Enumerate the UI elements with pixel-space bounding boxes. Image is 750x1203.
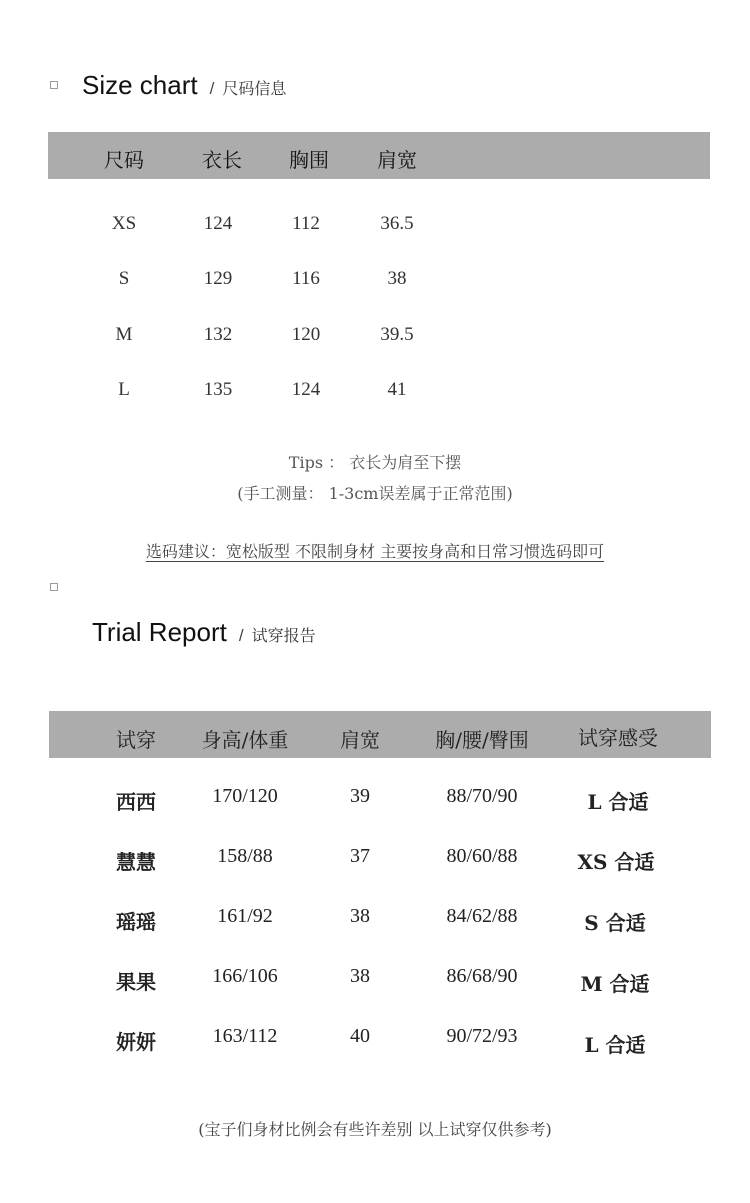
title-separator: / [209, 79, 215, 98]
shoulder-cell: 38 [387, 268, 407, 289]
header-size: 尺码 [104, 148, 144, 172]
header-tester: 试穿 [116, 728, 156, 752]
bust-waist-hip-cell: 90/72/93 [446, 1025, 518, 1047]
shoulder-cell: 38 [350, 965, 370, 987]
trial-footnote: (宝子们身材比例会有些许差别 以上试穿仅供参考) [198, 1120, 552, 1139]
height-weight-cell: 170/120 [212, 785, 278, 807]
header-bust-waist-hip: 胸/腰/臀围 [435, 728, 529, 752]
size-cell: L [118, 379, 130, 400]
size-suggestion: 选码建议：宽松版型 不限制身材 主要按身高和日常习惯选码即可 [145, 542, 605, 561]
chest-cell: 116 [292, 268, 320, 289]
trial-report-title-en: Trial Report [92, 617, 227, 647]
chest-cell: 124 [291, 379, 321, 400]
shoulder-cell: 39 [350, 785, 370, 807]
tester-name: 慧慧 [116, 850, 156, 874]
trial-report-title-cn: 试穿报告 [251, 626, 316, 645]
bust-waist-hip-cell: 80/60/88 [446, 845, 518, 867]
shoulder-cell: 38 [350, 905, 370, 927]
bullet-icon [50, 583, 58, 591]
header-height-weight: 身高/体重 [201, 728, 289, 752]
fit-feedback-cell: L 合适 [587, 790, 649, 814]
size-chart-title [82, 70, 286, 101]
header-chest: 胸围 [289, 148, 329, 172]
height-weight-cell: 158/88 [217, 845, 273, 867]
tester-name: 果果 [116, 970, 156, 994]
chest-cell: 120 [291, 324, 321, 345]
shoulder-cell: 39.5 [380, 324, 414, 345]
shoulder-cell: 40 [350, 1025, 370, 1047]
bust-waist-hip-cell: 84/62/88 [446, 905, 518, 927]
header-shoulder: 肩宽 [340, 728, 380, 752]
size-chart-title-en: Size chart [82, 70, 198, 100]
length-cell: 135 [203, 379, 233, 400]
length-cell: 132 [203, 324, 233, 345]
chest-cell: 112 [292, 213, 320, 234]
fit-feedback-cell: M 合适 [580, 972, 650, 996]
height-weight-cell: 161/92 [217, 905, 273, 927]
header-shoulder: 肩宽 [377, 148, 417, 172]
height-weight-cell: 163/112 [212, 1025, 278, 1047]
size-cell: M [115, 324, 133, 345]
bust-waist-hip-cell: 88/70/90 [446, 785, 518, 807]
shoulder-cell: 37 [350, 845, 370, 867]
height-weight-cell: 166/106 [212, 965, 278, 987]
tips-measure-note: (手工测量： 1-3cm误差属于正常范围) [237, 484, 513, 503]
length-cell: 129 [203, 268, 233, 289]
fit-feedback-cell: S 合适 [584, 911, 646, 935]
shoulder-cell: 36.5 [380, 213, 414, 234]
fit-feedback-cell: L 合适 [584, 1033, 646, 1057]
size-chart-title-cn: 尺码信息 [222, 79, 287, 98]
trial-report-title [92, 617, 316, 648]
bust-waist-hip-cell: 86/68/90 [446, 965, 518, 987]
size-cell: XS [111, 213, 137, 234]
header-fit-feedback: 试穿感受 [578, 726, 658, 750]
size-cell: S [118, 268, 130, 289]
tester-name: 瑶瑶 [116, 910, 156, 934]
header-length: 衣长 [202, 148, 242, 172]
length-cell: 124 [203, 213, 233, 234]
bullet-icon [50, 81, 58, 89]
shoulder-cell: 41 [387, 379, 407, 400]
tips-line: Tips ： 衣长为肩至下摆 [288, 453, 462, 472]
tester-name: 妍妍 [116, 1030, 156, 1054]
fit-feedback-cell: XS 合适 [577, 850, 655, 874]
tester-name: 西西 [116, 790, 156, 814]
title-separator: / [238, 626, 244, 645]
